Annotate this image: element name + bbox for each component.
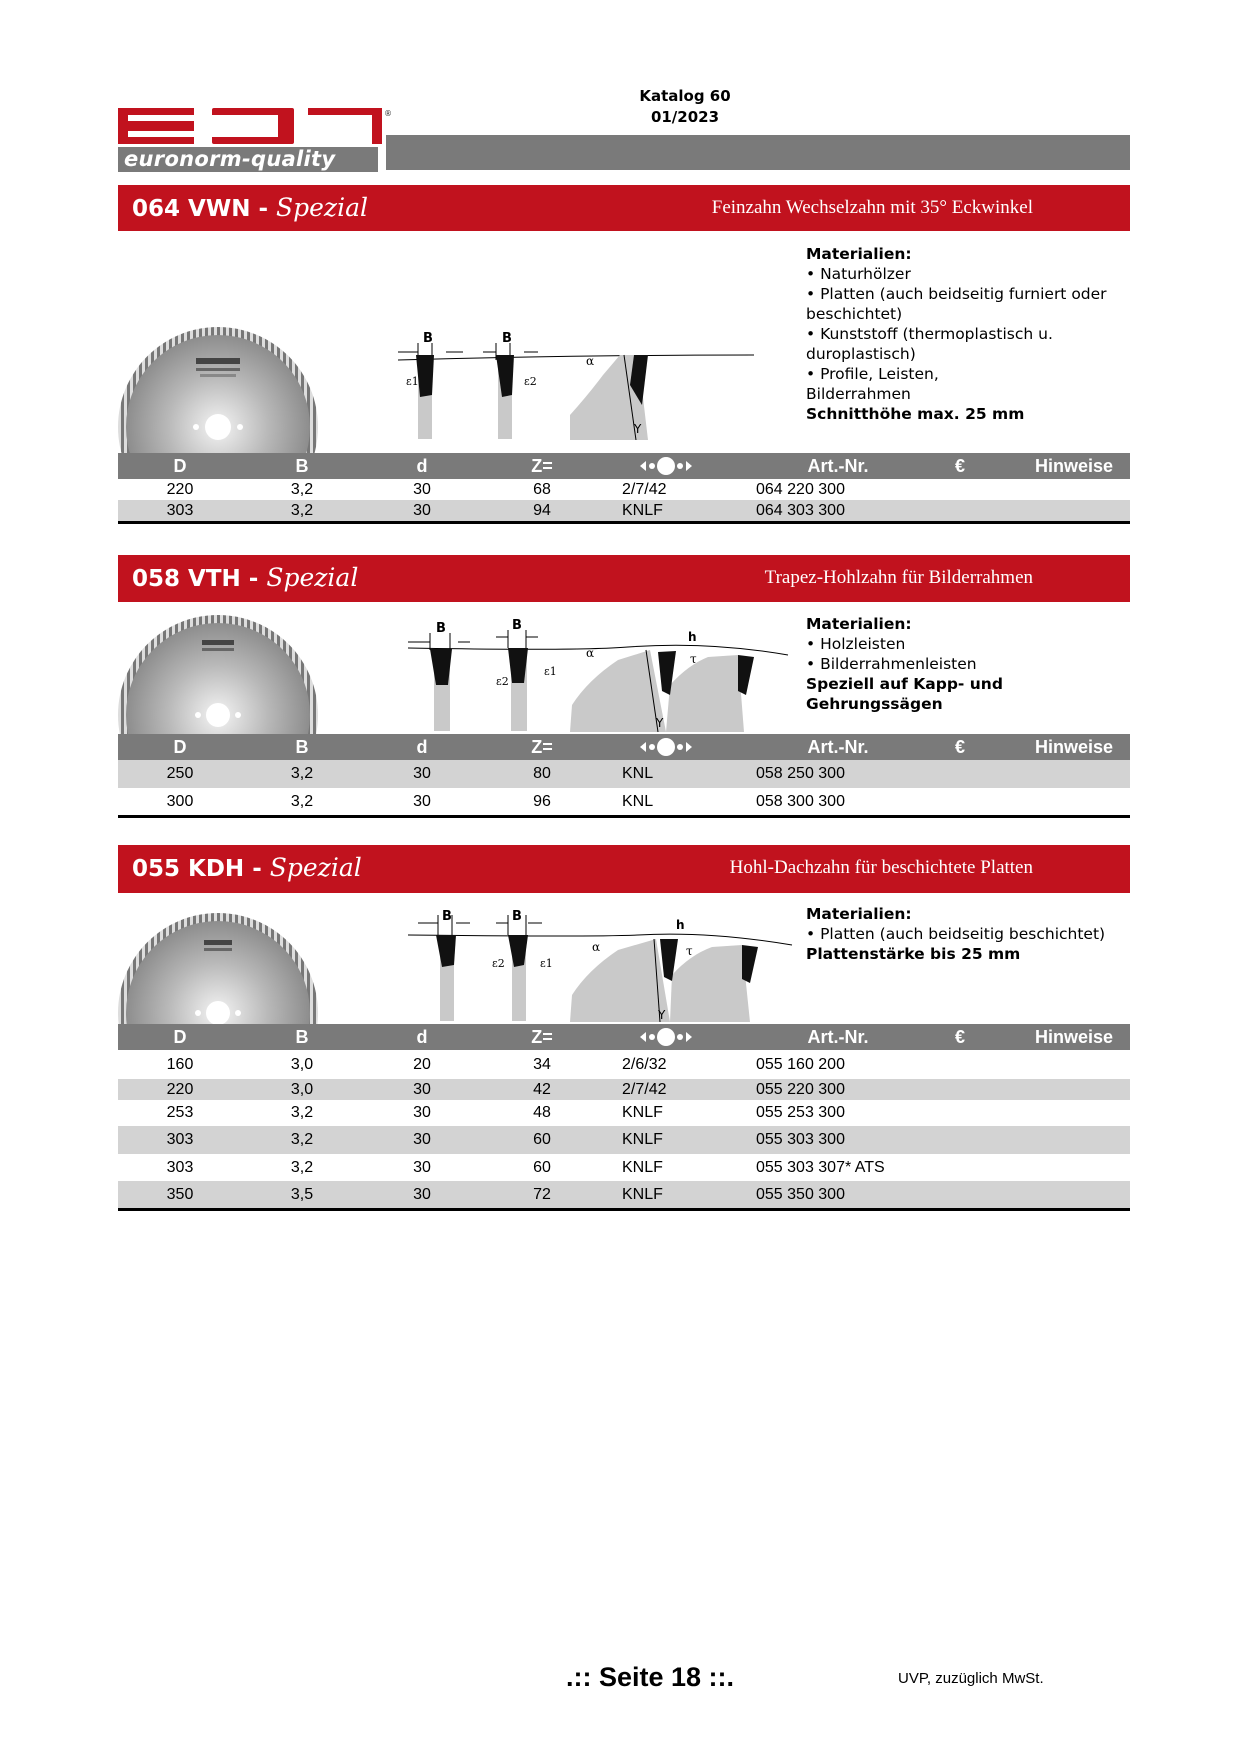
col-d-inner: d (416, 1027, 428, 1047)
catalog-date: 01/2023 (650, 108, 720, 126)
section-description: Trapez-Hohlzahn für Bilderrahmen (764, 567, 1033, 588)
cell-d: 220 (166, 1081, 194, 1098)
section-header-058-vth (118, 555, 1130, 602)
cell-z: 96 (533, 793, 551, 810)
table-row (118, 1100, 1130, 1126)
material-item: duroplastisch) (806, 345, 916, 363)
col-art-nr: Art.-Nr. (807, 737, 869, 757)
col-d-outer: D (173, 1027, 187, 1047)
cell-z: 42 (533, 1081, 551, 1098)
label-gamma: Y (658, 1008, 666, 1022)
saw-blade-image (118, 322, 318, 456)
label-eps2: ε2 (492, 957, 505, 970)
label-h: h (688, 630, 697, 644)
label-b: B (442, 909, 452, 924)
section-code: 058 VTH - (132, 566, 267, 592)
cell-bore-d: 30 (413, 765, 431, 782)
section-code: 064 VWN - (132, 196, 276, 222)
section-header-055-kdh (118, 845, 1130, 893)
label-tau: τ (686, 944, 693, 958)
col-art-nr: Art.-Nr. (807, 1027, 869, 1047)
label-tau: τ (690, 652, 697, 666)
col-z: Z= (531, 1027, 553, 1047)
cell-bore-d: 30 (413, 1186, 431, 1203)
materials-note: Schnitthöhe max. 25 mm (806, 405, 1025, 423)
table-bottom-rule (118, 1208, 1130, 1211)
col-d-inner: d (416, 456, 428, 476)
materials-note: Gehrungssägen (806, 695, 943, 713)
col-price: € (954, 737, 965, 757)
material-item: • Kunststoff (thermoplastisch u. (806, 325, 1053, 343)
tooth-geometry-diagram (398, 325, 758, 440)
cell-d: 220 (166, 481, 194, 498)
cell-art-nr: 055 303 307* ATS (756, 1159, 885, 1176)
price-note: UVP, zuzüglich MwSt. (898, 1670, 1044, 1687)
page-number: .:: Seite 18 ::. (566, 1662, 735, 1692)
table-bottom-rule (118, 815, 1130, 818)
cell-d: 303 (166, 1131, 194, 1148)
label-gamma: Y (634, 422, 642, 436)
cell-b: 3,2 (290, 1159, 314, 1176)
table-header (118, 1024, 1130, 1050)
cell-z: 80 (533, 765, 551, 782)
table-header (118, 734, 1130, 760)
edn-logo (118, 108, 392, 171)
table-row (118, 479, 1130, 500)
label-alpha: α (586, 354, 595, 368)
material-item: Bilderrahmen (806, 385, 911, 403)
cell-b: 3,2 (290, 1104, 314, 1121)
cell-bore: 2/7/42 (622, 1081, 667, 1098)
label-b: B (502, 331, 512, 346)
table-row (118, 1126, 1130, 1154)
table-row (118, 788, 1130, 816)
col-b: B (295, 1027, 309, 1047)
col-hinweise: Hinweise (1034, 456, 1114, 476)
section-spezial: Spezial (266, 563, 359, 592)
cell-z: 72 (533, 1186, 551, 1203)
cell-b: 3,2 (290, 502, 314, 519)
saw-blade-image (118, 908, 318, 1024)
col-b: B (295, 737, 309, 757)
cell-art-nr: 058 250 300 (756, 765, 845, 782)
edn-logo-mark (118, 108, 382, 144)
cell-bore: KNLF (622, 1186, 663, 1203)
cell-bore-d: 30 (413, 502, 431, 519)
label-b: B (436, 621, 446, 636)
cell-b: 3,5 (290, 1186, 314, 1203)
material-item: • Profile, Leisten, (806, 365, 939, 383)
materials-note: Speziell auf Kapp- und (806, 675, 1003, 693)
cell-art-nr: 055 160 200 (756, 1056, 845, 1073)
cell-art-nr: 055 303 300 (756, 1131, 845, 1148)
label-eps1: ε1 (540, 957, 553, 970)
cell-art-nr: 055 350 300 (756, 1186, 845, 1203)
table-row (118, 500, 1130, 521)
cell-art-nr: 064 220 300 (756, 481, 845, 498)
col-art-nr: Art.-Nr. (807, 456, 869, 476)
catalog-title: Katalog 60 (639, 87, 731, 105)
cell-bore-d: 30 (413, 1131, 431, 1148)
section-description: Hohl-Dachzahn für beschichtete Platten (729, 857, 1033, 878)
materials-title: Materialien: (806, 615, 912, 633)
label-b: B (512, 909, 522, 924)
material-item: • Platten (auch beidseitig beschichtet) (806, 925, 1106, 943)
cell-z: 94 (533, 502, 551, 519)
cell-z: 60 (533, 1131, 551, 1148)
table-row (118, 1181, 1130, 1209)
table-bottom-rule (118, 521, 1130, 524)
material-item: • Platten (auch beidseitig furniert oder (806, 285, 1107, 303)
materials-box (806, 614, 1003, 714)
section-header-064-vwn (118, 185, 1130, 231)
label-eps1: ε1 (544, 665, 557, 678)
label-gamma: Y (656, 716, 664, 730)
cell-bore-d: 30 (413, 1081, 431, 1098)
cell-b: 3,0 (290, 1056, 314, 1073)
cell-art-nr: 055 253 300 (756, 1104, 845, 1121)
col-hinweise: Hinweise (1034, 737, 1114, 757)
cell-bore: KNLF (622, 1131, 663, 1148)
col-b: B (295, 456, 309, 476)
saw-blade-image (118, 610, 318, 736)
section-spezial: Spezial (276, 193, 368, 222)
col-price: € (954, 456, 965, 476)
material-item: beschichtet) (806, 305, 903, 323)
cell-bore: 2/6/32 (622, 1056, 667, 1073)
materials-box (806, 904, 1105, 964)
col-price: € (954, 1027, 965, 1047)
cell-z: 68 (533, 481, 551, 498)
cell-bore-d: 30 (413, 1104, 431, 1121)
cell-bore-d: 30 (413, 793, 431, 810)
cell-d: 300 (166, 793, 194, 810)
registered-mark: ® (384, 109, 392, 118)
logo-tagline: euronorm-quality (118, 147, 378, 172)
cell-d: 250 (166, 765, 194, 782)
section-spezial: Spezial (269, 853, 362, 882)
cell-d: 160 (166, 1056, 194, 1073)
label-alpha: α (592, 940, 601, 954)
cell-d: 350 (166, 1186, 194, 1203)
col-hinweise: Hinweise (1034, 1027, 1114, 1047)
cell-d: 303 (166, 1159, 194, 1176)
cell-bore-d: 20 (413, 1056, 431, 1073)
materials-title: Materialien: (806, 905, 912, 923)
label-eps2: ε2 (496, 675, 509, 688)
cell-b: 3,2 (290, 1131, 314, 1148)
table-row (118, 760, 1130, 788)
tooth-geometry-diagram (408, 905, 798, 1022)
cell-b: 3,0 (290, 1081, 314, 1098)
material-item: • Naturhölzer (806, 265, 911, 283)
col-d-inner: d (416, 737, 428, 757)
label-alpha: α (586, 646, 595, 660)
cell-d: 303 (166, 502, 194, 519)
cell-z: 60 (533, 1159, 551, 1176)
table-row (118, 1053, 1130, 1077)
table-row (118, 1154, 1130, 1181)
col-d-outer: D (173, 456, 187, 476)
materials-box (806, 244, 1107, 424)
section-description: Feinzahn Wechselzahn mit 35° Eckwinkel (711, 197, 1033, 218)
table-row (118, 1079, 1130, 1100)
cell-bore: 2/7/42 (622, 481, 667, 498)
label-b: B (423, 331, 433, 346)
cell-bore-d: 30 (413, 1159, 431, 1176)
cell-art-nr: 064 303 300 (756, 502, 845, 519)
label-h: h (676, 918, 685, 932)
cell-bore: KNLF (622, 1104, 663, 1121)
cell-art-nr: 055 220 300 (756, 1081, 845, 1098)
cell-d: 253 (166, 1104, 194, 1121)
cell-bore: KNL (622, 765, 654, 782)
materials-title: Materialien: (806, 245, 912, 263)
cell-bore: KNL (622, 793, 654, 810)
cell-z: 48 (533, 1104, 551, 1121)
section-code: 055 KDH - (132, 856, 270, 882)
cell-bore: KNLF (622, 1159, 663, 1176)
col-z: Z= (531, 737, 553, 757)
col-z: Z= (531, 456, 553, 476)
table-header (118, 453, 1130, 479)
material-item: • Holzleisten (806, 635, 906, 653)
cell-z: 34 (533, 1056, 551, 1073)
label-b: B (512, 618, 522, 633)
cell-b: 3,2 (290, 793, 314, 810)
cell-art-nr: 058 300 300 (756, 793, 845, 810)
cell-b: 3,2 (290, 765, 314, 782)
cell-b: 3,2 (290, 481, 314, 498)
cell-bore-d: 30 (413, 481, 431, 498)
material-item: • Bilderrahmenleisten (806, 655, 977, 673)
label-eps2: ε2 (524, 375, 537, 388)
materials-note: Plattenstärke bis 25 mm (806, 945, 1021, 963)
col-d-outer: D (173, 737, 187, 757)
tooth-geometry-diagram (408, 615, 798, 732)
header-grey-bar (386, 135, 1130, 170)
cell-bore: KNLF (622, 502, 663, 519)
label-eps1: ε1 (406, 375, 419, 388)
